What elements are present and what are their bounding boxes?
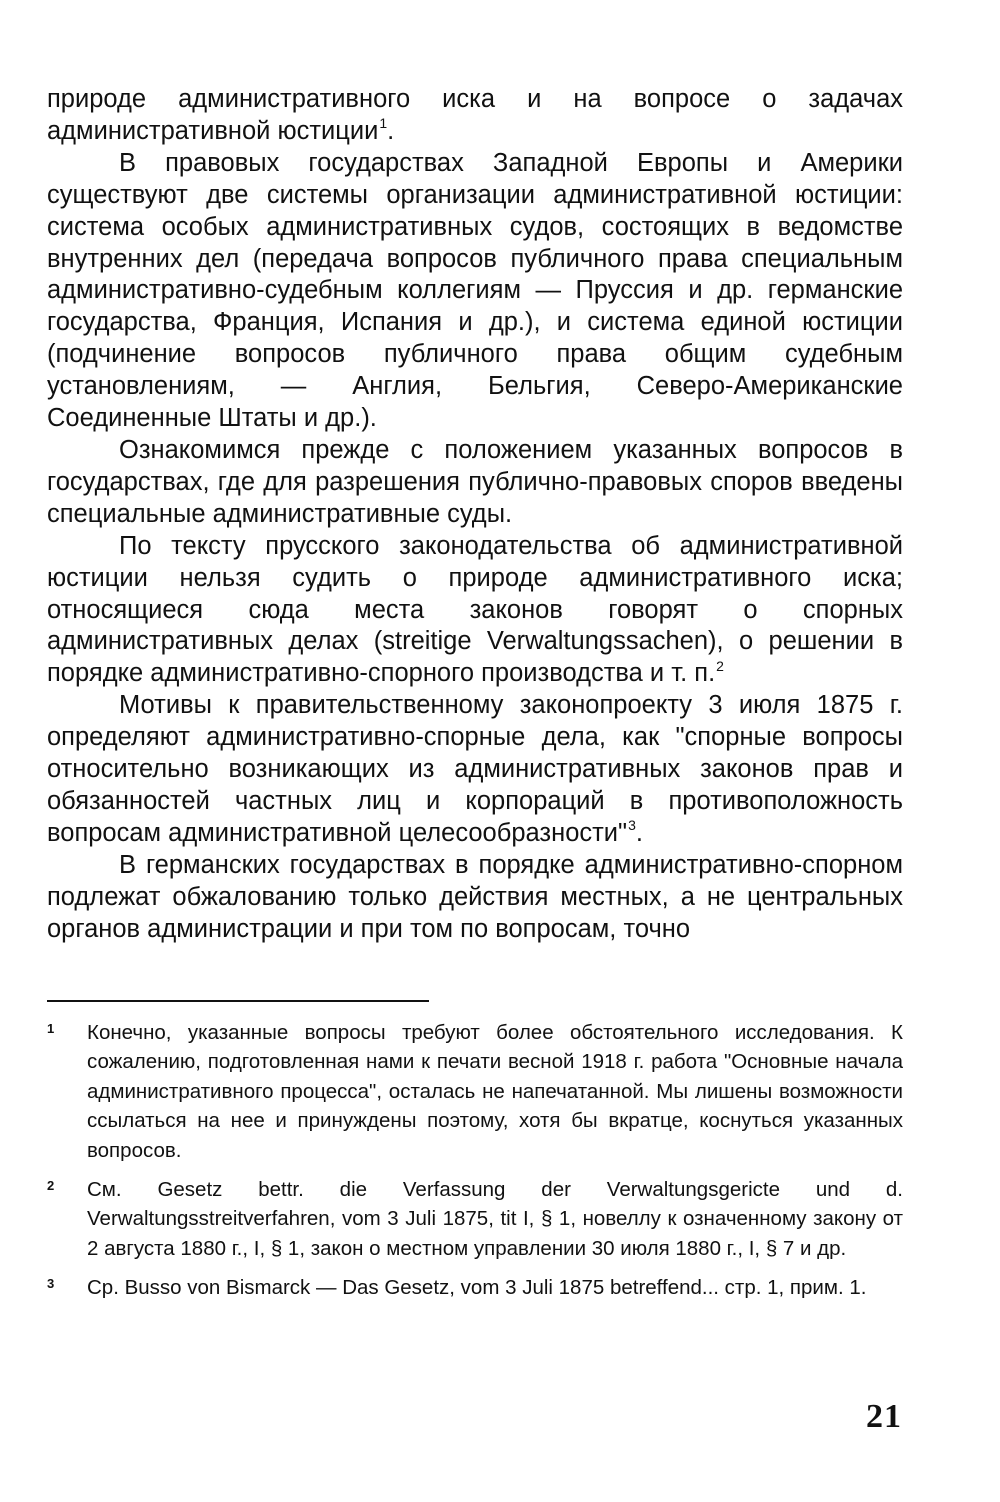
paragraph-tail: . (635, 818, 643, 847)
main-text (47, 84, 903, 945)
footnote-text: Ср. Busso von Bismarck — Das Gesetz, vom 3 Juli 1875 betreffend... стр. 1, прим. 1. (87, 1276, 867, 1300)
paragraph (47, 531, 903, 691)
footnote-ref[interactable]: 2 (716, 657, 724, 674)
paragraph-text: природе административного иска и на вопросе о задачах административной юстиции (47, 85, 903, 145)
footnote-text: См. Gesetz bettr. die Verfassung der Verwaltungsgericte und d. Verwaltungsstreitverfahren, vom 3 Juli 1875, tit I, § 1, новеллу к означенному закону от 2 августа 1880 г., I, § 1, закон о местном управлении 30 июля 1880 г., I, § 7 и др. (87, 1178, 903, 1260)
footnote-text: Конечно, указанные вопросы требуют более обстоятельного исследования. К сожалению, подготовленная нами к печати весной 1918 г. работа "Основные начала административного процесса", осталась не напечатанной. Мы лишены возможности ссылаться на нее и принуждены поэтому, хотя бы вкратце, коснуться указанных вопросов. (87, 1021, 903, 1162)
paragraph-text: В правовых государствах Западной Европы и Америки существуют две системы организации административной юстиции: система особых административных судов, состоящих в ведомстве внутренних дел (передача вопросов публичного права специальным административно-судебным коллегиям — Пруссия и др. германские государства, Франция, Испания и др.), и система единой юстиции (подчинение вопросов публичного права общим судебным установлениям, — Англия, Бельгия, Северо-Американские Соединенные Штаты и др.). (47, 148, 903, 433)
footnote-number: 3 (47, 1276, 55, 1292)
footnote (47, 1175, 903, 1263)
footnote-ref[interactable]: 1 (379, 115, 388, 132)
paragraph-text: Ознакомимся прежде с положением указанных вопросов в государствах, где для разрешения публично-правовых споров введены специальные административные суды. (47, 435, 903, 528)
paragraph-text: В германских государствах в порядке административно-спорном подлежат обжалованию только действия местных, а не центральных органов администрации и при том по вопросам, точно (47, 850, 903, 943)
paragraph (47, 148, 903, 435)
paragraph (47, 84, 903, 148)
paragraph-tail: . (387, 116, 395, 145)
footnote (47, 1273, 903, 1302)
page-number: 21 (866, 1398, 902, 1435)
footnote-number: 2 (47, 1178, 55, 1194)
paragraph-text: Мотивы к правительственному законопроекту 3 июля 1875 г. определяют административно-спорные дела, как "спорные вопросы относительно возникающих из административных законов прав и обязанностей частных лиц и корпораций в противоположность вопросам административной целесообразности" (47, 691, 903, 847)
paragraph (47, 435, 903, 531)
footnote-divider (47, 1000, 429, 1002)
paragraph (47, 850, 903, 946)
paragraph (47, 690, 903, 850)
page-body (47, 84, 903, 945)
footnote-ref[interactable]: 3 (628, 817, 636, 834)
footnotes (47, 1018, 903, 1313)
paragraph-text: По тексту прусского законодательства об административной юстиции нельзя судить о природе административного иска; относящиеся сюда места законов говорят о спорных административных делах (streitige Verwaltungssachen), о решении в порядке административно-спорного производства и т. п. (47, 531, 903, 688)
footnote (47, 1018, 903, 1165)
footnote-number: 1 (47, 1021, 55, 1036)
